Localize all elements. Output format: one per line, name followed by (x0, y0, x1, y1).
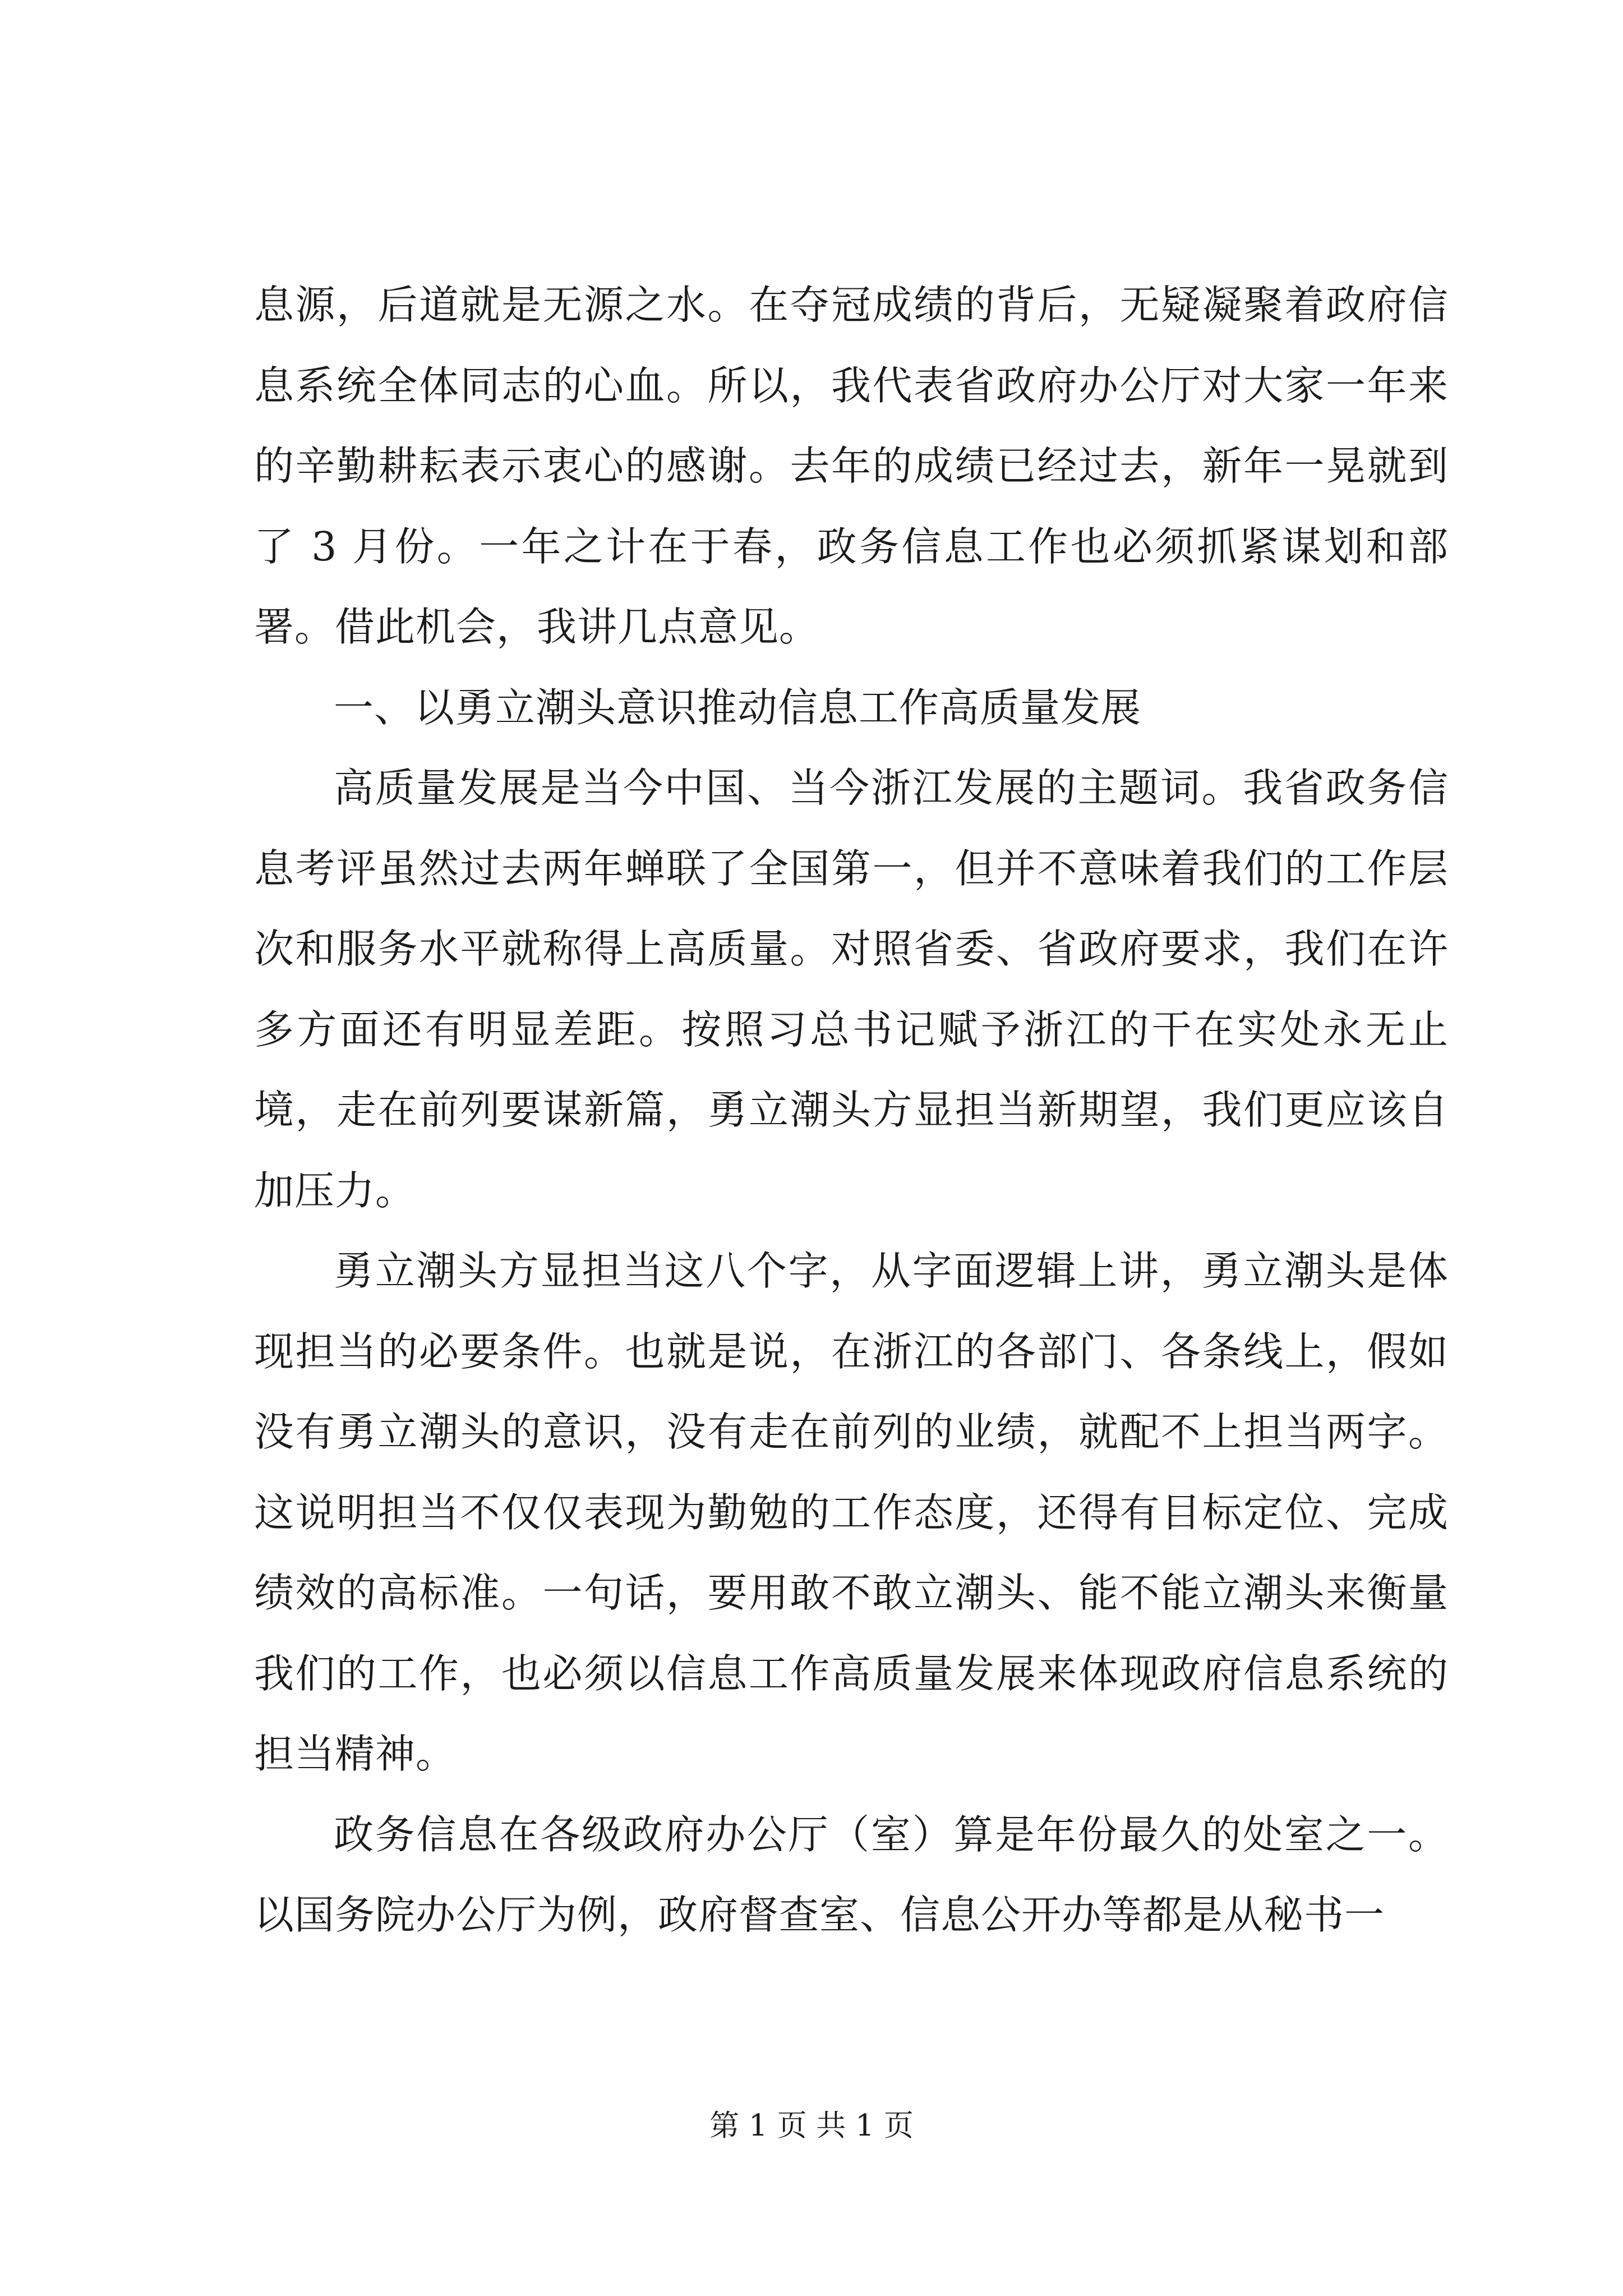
paragraph: 高质量发展是当今中国、当今浙江发展的主题词。我省政务信息考评虽然过去两年蝉联了全国第一，但并不意味着我们的工作层次和服务水平就称得上高质量。对照省委、省政府要求，我们在许多方面还有明显差距。按照习总书记赋予浙江的干在实处永无止境，走在前列要谋新篇，勇立潮头方显担当新期望，我们更应该自加压力。 (254, 765, 1449, 1214)
document-body (254, 265, 1449, 1955)
paragraph-continued: 息源，后道就是无源之水。在夺冠成绩的背后，无疑凝聚着政府信息系统全体同志的心血。所以，我代表省政府办公厅对大家一年来的辛勤耕耘表示衷心的感谢。去年的成绩已经过去，新年一晃就到了 3 月份。一年之计在于春，政务信息工作也必须抓紧谋划和部署。借此机会，我讲几点意见。 (254, 282, 1449, 650)
page-number-footer: 第 1 页 共 1 页 (709, 2109, 914, 2143)
section-heading: 一、以勇立潮头意识推动信息工作高质量发展 (334, 684, 1142, 731)
paragraph: 勇立潮头方显担当这八个字，从字面逻辑上讲，勇立潮头是体现担当的必要条件。也就是说，在浙江的各部门、各条线上，假如没有勇立潮头的意识，没有走在前列的业绩，就配不上担当两字。这说明担当不仅仅表现为勤勉的工作态度，还得有目标定位、完成绩效的高标准。一句话，要用敢不敢立潮头、能不能立潮头来衡量我们的工作，也必须以信息工作高质量发展来体现政府信息系统的担当精神。 (254, 1248, 1449, 1777)
paragraph: 政务信息在各级政府办公厅（室）算是年份最久的处室之一。以国务院办公厅为例，政府督查室、信息公开办等都是从秘书一 (254, 1811, 1449, 1938)
